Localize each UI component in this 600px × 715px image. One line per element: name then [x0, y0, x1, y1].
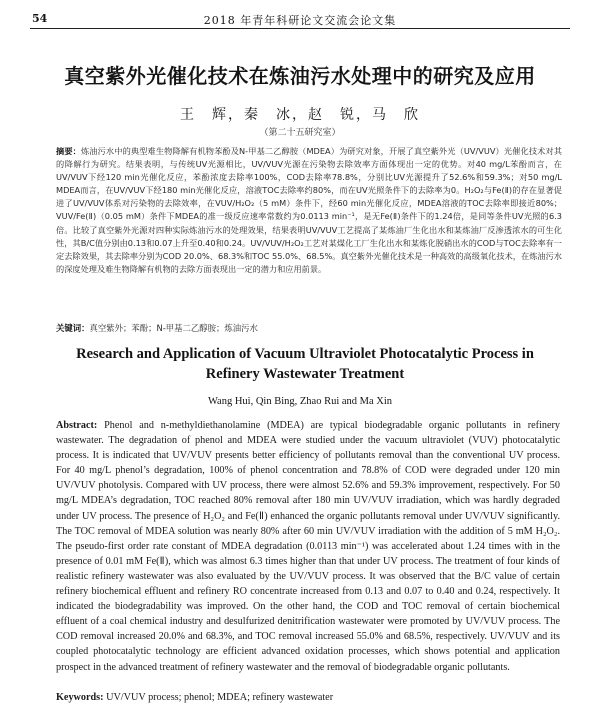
abstract-english-label: Abstract:	[56, 420, 98, 431]
keywords-english	[56, 692, 560, 703]
title-english: Research and Application of Vacuum Ultraviolet Photocatalytic Process in Refinery Wastewater Treatment	[76, 346, 534, 382]
title-chinese: 真空紫外光催化技术在炼油污水处理中的研究及应用	[64, 64, 536, 88]
authors-chinese: 王 辉，秦 冰，赵 锐，马 欣	[180, 107, 420, 123]
running-header	[30, 10, 570, 29]
keywords-chinese	[56, 322, 562, 334]
authors-english: Wang Hui, Qin Bing, Zhao Rui and Ma Xin	[207, 396, 393, 407]
keywords-english-text: UV/VUV process; phenol; MDEA; refinery wastewater	[106, 692, 334, 703]
abstract-english-text: Phenol and n-methyldiethanolamine (MDEA) are typical biodegradable organic pollutants in refinery wastewater. The degradation of phenol and MDEA were studied under the vacuum ultraviolet (VUV) photocatalytic process. It is indicated that UV/VUV presents better efficiency of pollutants removal than the conventional UV process. For 40 mg/L phenol’s degradation, 100% of phenol concentration and 78.8% of COD were degraded under 120 min UV/VUV photolysis. Compared with UV process, there were almost 52.6% and 59.3% improvement, respectively. For 50 mg/L MDEA’s degradation, TOC reached 80% removal after 180 min UV/VUV irradiation, which was hardly degraded under UV process. The presence of H₂O₂ and Fe(Ⅱ) enhanced the organic pollutants removal under UV/VUV significantly. The TOC removal of MDEA solution was nearly 80% after 60 min UV/VUV irradiation with the addition of 5 mM H₂O₂. The pseudo-first order rate constant of MDEA degradation (0.0113 min⁻¹) was accelerated about 1.24 times with in the presence of 0.01 mM Fe(Ⅱ), which was almost 6.3 times higher than that under UV process. The treatment of four kinds of realistic refinery wastewater was also evaluated by the UV/VUV process. It was observed that the B/C value of certain refinery biochemical effluent and refinery RO concentrate increased from 0.13 and 0.07 to 0.40 and 0.24, respectively. It indicated the biodegradability was improved. On the other hand, the COD and TOC removal of certain biochemical effluent of a coal chemical industry and desulfurized denitrification wastewater were promoted by UV/VUV process. The COD removal increased 20.0% and 68.3%, and TOC removal increased 55.0% and 68.5%, respectively. UV/VUV and its coupled photocatalytic technology are efficient advanced oxidation processes, which shows potential and application prospect in the advanced treatment of refinery wastewater and the removal of biodegradable organic pollutants.	[56, 420, 560, 673]
abstract-english	[56, 418, 560, 675]
keywords-english-label: Keywords:	[56, 692, 104, 703]
affiliation-chinese: （第二十五研究室）	[259, 128, 341, 138]
page-number: 54	[32, 12, 48, 25]
keywords-chinese-label: 关键词：	[56, 323, 90, 333]
journal-title: 2018 年青年科研论文交流会论文集	[203, 14, 397, 27]
abstract-chinese	[56, 145, 562, 276]
abstract-chinese-label: 摘要：	[56, 146, 81, 156]
keywords-chinese-text: 真空紫外；苯酚；N-甲基二乙醇胺；炼油污水	[89, 323, 258, 333]
abstract-chinese-text: 炼油污水中的典型难生物降解有机物苯酚及N-甲基二乙醇胺（MDEA）为研究对象，开展了真空紫外光（UV/VUV）光催化技术对其的降解行为研究。结果表明，与传统UV光源相比，UV/VUV光源在污染物去除效率方面体现出一定的优势。对40 mg/L苯酚而言，在UV/VUV下经120 min光催化反应，苯酚浓度去除率100%，COD去除率78.8%，分别比UV光源提升了52.6%和59.3%；对50 mg/L MDEA而言，在UV/VUV下经180 min光催化反应，溶液TOC去除率约80%，而在UV光照条件下的去除率为0。H₂O₂与Fe(Ⅱ)的存在显著促进了UV/VUV体系对污染物的去除效率，在VUV/H₂O₂（5 mM）条件下，经60 min光催化反应，MDEA溶液的TOC去除率即接近80%；VUV/Fe(Ⅱ)（0.05 mM）条件下MDEA的准一级反应速率常数约为0.0113 min⁻¹，是无Fe(Ⅱ)条件下的1.24倍，是同等条件UV光照的6.3倍。比较了真空紫外光源对四种实际炼油污水的处理效果，结果表明UV/VUV工艺提高了某炼油厂生化出水和某炼油厂反渗透浓水的可生化性，其B/C值分别由0.13和0.07上升至0.40和0.24。UV/VUV/H₂O₂工艺对某煤化工厂生化出水和某炼化脱硝出水的COD与TOC去除率有一定去除效果，其去除率分别为COD 20.0%、68.3%和TOC 55.0%、68.5%。真空紫外光催化技术是一种高效的高级氧化技术，在炼油污水的深度处理及难生物降解有机物的去除方面表现出一定的潜力和应用前景。	[56, 146, 562, 274]
